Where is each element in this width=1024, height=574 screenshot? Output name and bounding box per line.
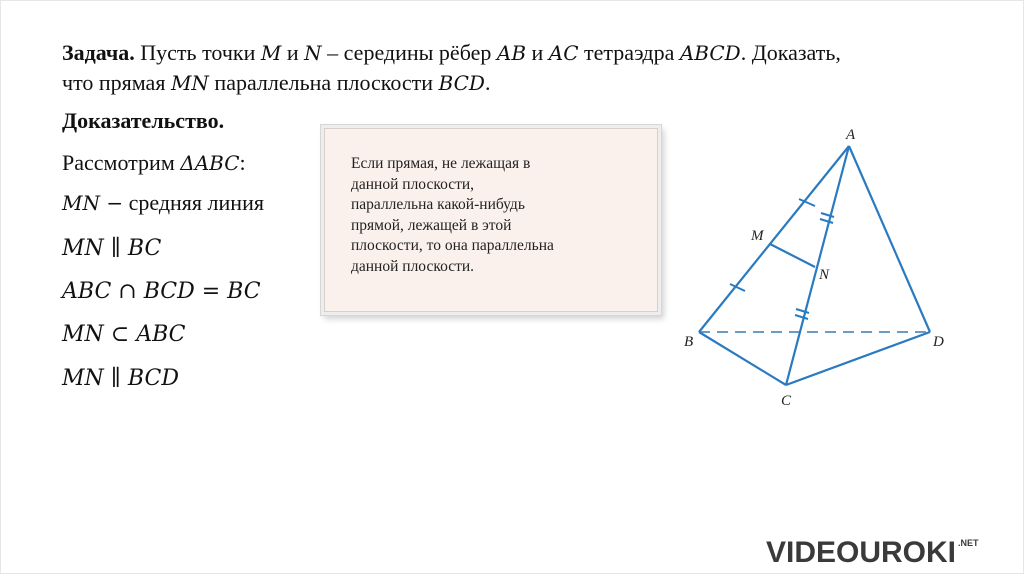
problem-text: что прямая [62, 70, 171, 95]
tick-ac-lower-2 [795, 315, 808, 319]
tetrahedron-diagram [660, 120, 960, 420]
proof-step-4: ABC ∩ BCD = BC [62, 279, 261, 304]
edge-cd-line [786, 332, 930, 385]
label-d: D [933, 334, 944, 350]
proof-step-math: MN − [62, 191, 124, 215]
theorem-note-text [351, 154, 641, 277]
label-m: M [751, 228, 764, 244]
plane-bcd: BCD [438, 71, 485, 95]
videouroki-logo [766, 536, 1006, 568]
proof-step-text: средняя линия [123, 190, 264, 215]
label-n: N [819, 267, 830, 283]
note-line: параллельна какой-нибудь [351, 196, 525, 213]
tick-ac-lower-1 [796, 309, 809, 313]
note-line: данной плоскости. [351, 257, 475, 275]
problem-text: и [526, 40, 549, 65]
problem-label: Задача. [62, 40, 135, 65]
proof-step-5: MN ⊂ ABC [62, 322, 186, 347]
proof-step-1 [62, 150, 246, 176]
edge-bc-line [699, 332, 786, 385]
label-c: C [781, 393, 792, 409]
problem-text: параллельна плоскости [208, 70, 439, 95]
proof-step-text: : [239, 150, 246, 175]
proof-heading: Доказательство. [62, 108, 225, 133]
midline-mn [770, 244, 815, 267]
proof-step-math: ΔABC [180, 151, 240, 175]
point-n: N [304, 41, 322, 65]
label-b: B [684, 334, 694, 350]
problem-text: – середины рёбер [321, 40, 497, 65]
problem-text: . [484, 70, 491, 95]
problem-statement [62, 38, 982, 98]
label-a: A [846, 127, 856, 143]
logo-suffix: .NET [958, 538, 979, 548]
tick-ac-upper-2 [820, 219, 833, 223]
proof-step-text: Рассмотрим [62, 150, 181, 175]
problem-text: Пусть точки [134, 40, 261, 65]
edge-ac: AC [548, 41, 579, 65]
problem-text: тетраэдра [578, 40, 680, 65]
edge-ad-line [849, 146, 930, 332]
note-line: данной плоскости, [351, 175, 475, 193]
edge-ab: AB [496, 41, 527, 65]
logo-text: VIDEOUROKI [766, 536, 957, 569]
theorem-note [324, 128, 658, 312]
proof-step-6: MN ∥ BCD [62, 366, 179, 391]
line-mn: MN [170, 71, 209, 95]
problem-text: . Доказать, [740, 40, 841, 65]
note-line: плоскости, то она параллельна [351, 237, 554, 254]
note-line: прямой, лежащей в этой [351, 216, 512, 234]
problem-text: и [281, 40, 305, 65]
proof-step-2 [62, 190, 264, 216]
point-m: M [260, 41, 282, 65]
tetrahedron-abcd: ABCD [679, 41, 741, 65]
note-line: Если прямая, не лежащая в [351, 155, 531, 172]
proof-step-3: MN ∥ BC [62, 236, 162, 261]
edge-ab-line [699, 146, 849, 332]
edge-ac-line [786, 146, 849, 385]
